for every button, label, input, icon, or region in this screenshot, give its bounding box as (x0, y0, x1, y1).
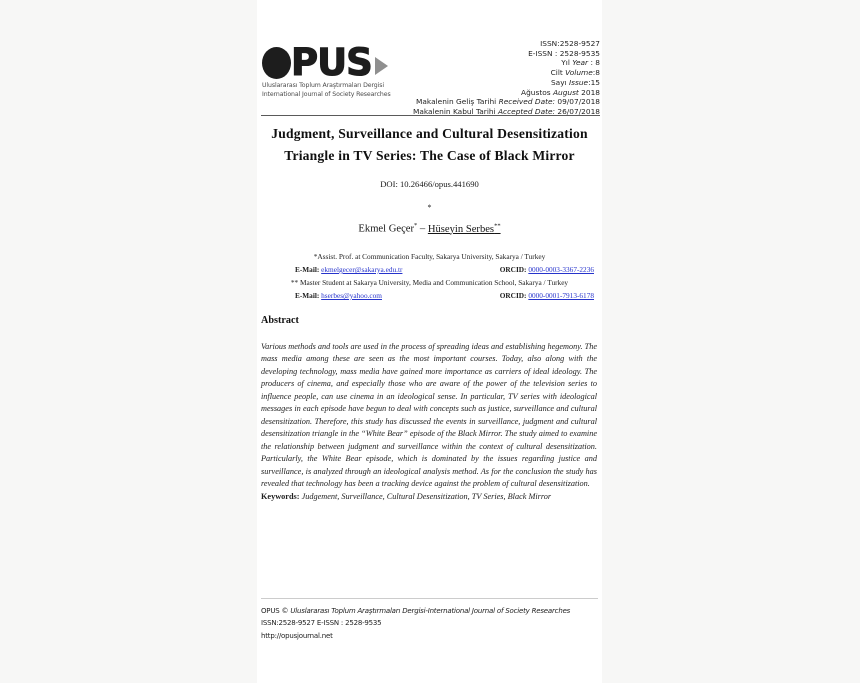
author-1: Ekmel Geçer (358, 223, 415, 235)
keywords-line (261, 492, 597, 501)
meta-line-month (413, 88, 600, 98)
play-triangle-icon (375, 57, 388, 75)
email-2-cell (295, 289, 382, 302)
meta-text-en: Received Date: (498, 97, 556, 107)
paper-page (257, 0, 602, 683)
opus-logo-row (262, 41, 412, 84)
affiliation-1: *Assist. Prof. at Communication Faculty, Sakarya University, Sakarya / Turkey (313, 252, 546, 261)
author-2: Hüseyin Serbes (427, 223, 495, 235)
article-title (257, 123, 602, 166)
abstract-heading: Abstract (261, 315, 299, 326)
meta-text-en: Issue (568, 77, 589, 87)
doi-line: DOI: 10.26466/opus.441690 (380, 179, 479, 189)
meta-text-en: Accepted Date: (497, 106, 556, 116)
meta-text: Makalenin Geliş Tarihi (416, 97, 499, 107)
footer-divider (261, 598, 598, 599)
affiliation-block (261, 250, 598, 302)
meta-text: Cilt (550, 68, 566, 78)
meta-text: ISSN:2528-9527 (540, 39, 600, 48)
orcid-1-link[interactable]: 0000-0003-3367-2236 (528, 265, 594, 274)
meta-text: Sayı (550, 77, 569, 87)
orcid-label: ORCID: (499, 291, 527, 300)
meta-line-year (413, 58, 600, 68)
article-title-line1: Judgment, Surveillance and Cultural Desensitization (271, 126, 588, 141)
author-2-footnote: ** (494, 222, 501, 229)
meta-value: 09/07/2018 (555, 97, 600, 107)
email-1-link[interactable]: ekmelgecer@sakarya.edu.tr (321, 265, 403, 274)
email-1-cell (295, 263, 402, 276)
email-label: E-Mail: (295, 265, 320, 274)
article-title-line2: Triangle in TV Series: The Case of Black Mirror (284, 147, 575, 163)
footer-url[interactable]: http://opusjournal.net (261, 631, 333, 640)
opus-logo-text: PUS (291, 41, 372, 84)
meta-line-volume (413, 68, 600, 78)
footer-journal-line (261, 605, 600, 617)
email-2-link[interactable]: hserbes@yahoo.com (321, 291, 382, 300)
meta-text-en: Volume (565, 68, 593, 78)
meta-text-en: Year (572, 58, 589, 68)
opus-logo-o-disc (262, 47, 291, 79)
footer-journal-prefix: OPUS © (261, 607, 291, 615)
opus-logo (262, 41, 412, 99)
author-line (257, 222, 602, 235)
meta-value: :8 (592, 68, 600, 78)
meta-value: 26/07/2018 (555, 106, 600, 116)
keywords-list: Judgement, Surveillance, Cultural Desensitization, TV Series, Black Mirror (299, 492, 552, 501)
journal-tagline-en: International Journal of Society Researches (262, 90, 391, 98)
meta-text: Ağustos (521, 87, 553, 97)
title-footnote-star: * (427, 203, 432, 212)
contact-row-1 (261, 263, 598, 276)
meta-line-issue (413, 78, 600, 88)
page-footer (261, 605, 600, 642)
meta-value: : 8 (588, 58, 600, 68)
meta-text-en: August (552, 87, 579, 97)
footer-journal-name: Uluslararası Toplum Araştırmaları Dergisi-International Journal of Society Researches (290, 607, 571, 615)
orcid-2-link[interactable]: 0000-0001-7913-6178 (528, 291, 594, 300)
orcid-2-cell (500, 289, 594, 302)
email-label: E-Mail: (295, 291, 320, 300)
orcid-1-cell (500, 263, 594, 276)
meta-value: :15 (588, 77, 600, 87)
meta-value: 2018 (578, 87, 600, 97)
meta-text: E-ISSN : 2528-9535 (528, 48, 600, 58)
meta-line-issn (413, 39, 600, 49)
meta-line-eissn (413, 49, 600, 59)
meta-text: Makalenin Kabul Tarihi (413, 106, 498, 116)
author-2-link[interactable] (428, 224, 501, 235)
author-separator: – (417, 223, 428, 235)
affiliation-2: ** Master Student at Sakarya University, Media and Communication School, Sakarya / Turkey (290, 278, 569, 287)
orcid-label: ORCID: (499, 265, 527, 274)
meta-line-received (413, 97, 600, 107)
keywords-label: Keywords: (261, 492, 300, 501)
journal-meta (413, 39, 600, 117)
footer-issn-line: ISSN:2528-9527 E-ISSN : 2528-9535 (261, 619, 382, 628)
meta-text: Yıl (561, 58, 573, 68)
journal-tagline-tr: Uluslararası Toplum Araştırmaları Dergisi (262, 82, 384, 89)
abstract-text: Various methods and tools are used in the process of spreading ideas and establishing hegemony. The mass media among these are seen as the most important courses. Today, also along with the developing technology, mass media have gained more importance as carriers of ideal ideology. The producers of cinema, and especially those who are aware of the power of the television series to influence people, can use cinema in an ideological sense. In particular, TV series with ideological messages in each episode have begun to deal with concepts such as justice, surveillance and cultural desensitization. Therefore, this study has discussed the events in surveillance, judgment and cultural desensitization triangle in the “White Bear” episode of the Black Mirror. The study aimed to examine the relationship between judgment and surveillance within the context of cultural desensitization. Particularly, the White Bear episode, which is dominated by the issues regarding justice and surveillance, is analyzed through an ideological analysis method. As for the conclusion the study has revealed that technology has been a tracking device against the problem of cultural desensitization. (261, 342, 597, 488)
contact-row-2 (261, 289, 598, 302)
author-1-footnote: * (414, 222, 418, 229)
header-divider (261, 115, 600, 116)
